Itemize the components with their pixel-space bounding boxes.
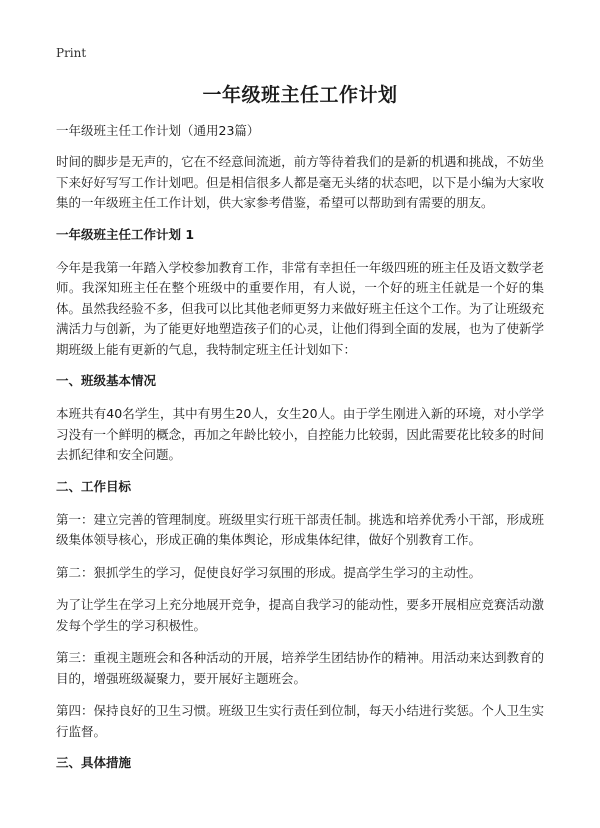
goal-3-paragraph: 第三：重视主题班会和各种活动的开展，培养学生团结协作的精神。用活动来达到教育的目的，增强班级凝聚力，要开展好主题班会。: [56, 650, 544, 686]
goal-2-detail-paragraph: 为了让学生在学习上充分地展开竞争，提高自我学习的能动性，要多开展相应竞赛活动激发每个学生的学习积极性。: [56, 597, 544, 633]
print-link[interactable]: Print: [56, 46, 87, 60]
section1-paragraph: 今年是我第一年踏入学校参加教育工作，非常有幸担任一年级四班的班主任及语文数学老师。我深知班主任在整个班级中的重要作用，有人说，一个好的班主任就是一个好的集体。虽然我经验不多，但我可以比其他老师更努力来做好班主任这个工作。为了让班级充满活力与创新，为了能更好地塑造孩子们的心灵，让他们得到全面的发展，也为了使新学期班级上能有更新的气息，我特制定班主任计划如下：: [56, 259, 544, 357]
intro-paragraph: 时间的脚步是无声的，它在不经意间流逝，前方等待着我们的是新的机遇和挑战，不妨坐下来好好写写工作计划吧。但是相信很多人都是毫无头绪的状态吧，以下是小编为大家收集的一年级班主任工作计划，供大家参考借鉴，希望可以帮助到有需要的朋友。: [56, 154, 544, 210]
document-body: [56, 122, 544, 786]
page-title: 一年级班主任工作计划: [202, 84, 398, 106]
heading-work-goals: 二、工作目标: [56, 478, 132, 494]
basic-situation-paragraph: 本班共有40名学生，其中有男生20人，女生20人。由于学生刚进入新的环境，对小学学习没有一个鲜明的概念，再加之年龄比较小，自控能力比较弱，因此需要花比较多的时间去抓纪律和安全问题。: [56, 406, 544, 462]
heading-specific-measures: 三、具体措施: [56, 755, 132, 770]
section-heading-plan-1: 一年级班主任工作计划 1: [56, 226, 195, 242]
goal-1-paragraph: 第一：建立完善的管理制度。班级里实行班干部责任制。挑选和培养优秀小干部，形成班级集体领导核心，形成正确的集体舆论，形成集体纪律，做好个别教育工作。: [56, 511, 544, 547]
goal-2-paragraph: 第二：狠抓学生的学习，促使良好学习氛围的形成。提高学生学习的主动性。: [56, 564, 482, 580]
heading-basic-situation: 一、班级基本情况: [56, 373, 157, 388]
document-subtitle: 一年级班主任工作计划（通用23篇）: [56, 123, 260, 138]
goal-4-paragraph: 第四：保持良好的卫生习惯。班级卫生实行责任到位制，每天小结进行奖惩。个人卫生实行监督。: [56, 703, 544, 739]
